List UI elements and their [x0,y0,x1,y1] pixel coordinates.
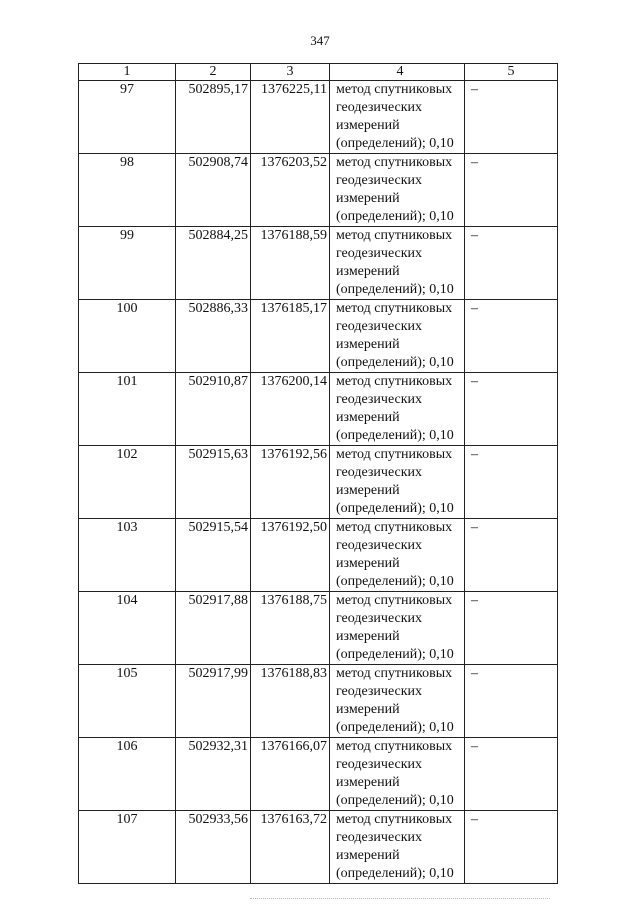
note-cell: – [465,811,558,884]
x-coordinate-cell: 502917,88 [176,592,251,665]
y-coordinate-cell: 1376192,56 [251,446,330,519]
point-number-cell: 101 [79,373,176,446]
x-coordinate-cell: 502915,63 [176,446,251,519]
table-body [79,81,558,884]
point-number-cell: 97 [79,81,176,154]
table-row [79,811,558,884]
header-col-1: 1 [79,64,176,81]
y-coordinate-cell: 1376163,72 [251,811,330,884]
y-coordinate-cell: 1376166,07 [251,738,330,811]
method-cell: метод спутниковых геодезических измерений (определений); 0,10 [330,665,465,738]
x-coordinate-cell: 502932,31 [176,738,251,811]
y-coordinate-cell: 1376225,11 [251,81,330,154]
table-row [79,81,558,154]
method-cell: метод спутниковых геодезических измерений (определений); 0,10 [330,81,465,154]
note-cell: – [465,373,558,446]
x-coordinate-cell: 502908,74 [176,154,251,227]
x-coordinate-cell: 502884,25 [176,227,251,300]
method-cell: метод спутниковых геодезических измерений (определений); 0,10 [330,227,465,300]
point-number-cell: 98 [79,154,176,227]
method-cell: метод спутниковых геодезических измерений (определений); 0,10 [330,373,465,446]
note-cell: – [465,519,558,592]
x-coordinate-cell: 502886,33 [176,300,251,373]
point-number-cell: 103 [79,519,176,592]
point-number-cell: 105 [79,665,176,738]
note-cell: – [465,154,558,227]
x-coordinate-cell: 502915,54 [176,519,251,592]
table-row [79,300,558,373]
table-header [79,64,558,81]
x-coordinate-cell: 502917,99 [176,665,251,738]
point-number-cell: 106 [79,738,176,811]
y-coordinate-cell: 1376192,50 [251,519,330,592]
method-cell: метод спутниковых геодезических измерений (определений); 0,10 [330,592,465,665]
header-row [79,64,558,81]
point-number-cell: 102 [79,446,176,519]
header-col-4: 4 [330,64,465,81]
table-row [79,154,558,227]
table-row [79,519,558,592]
note-cell: – [465,300,558,373]
table-row [79,227,558,300]
note-cell: – [465,592,558,665]
method-cell: метод спутниковых геодезических измерений (определений); 0,10 [330,446,465,519]
x-coordinate-cell: 502895,17 [176,81,251,154]
note-cell: – [465,227,558,300]
table-row [79,592,558,665]
method-cell: метод спутниковых геодезических измерений (определений); 0,10 [330,738,465,811]
scan-artifact-line [250,898,550,903]
coordinates-table [78,63,558,884]
table-row [79,665,558,738]
header-col-3: 3 [251,64,330,81]
y-coordinate-cell: 1376200,14 [251,373,330,446]
header-col-2: 2 [176,64,251,81]
y-coordinate-cell: 1376203,52 [251,154,330,227]
x-coordinate-cell: 502933,56 [176,811,251,884]
y-coordinate-cell: 1376188,59 [251,227,330,300]
y-coordinate-cell: 1376188,75 [251,592,330,665]
x-coordinate-cell: 502910,87 [176,373,251,446]
point-number-cell: 107 [79,811,176,884]
table-row [79,373,558,446]
table-row [79,446,558,519]
page-number: 347 [310,33,330,48]
y-coordinate-cell: 1376188,83 [251,665,330,738]
method-cell: метод спутниковых геодезических измерений (определений); 0,10 [330,519,465,592]
note-cell: – [465,738,558,811]
table-row [79,738,558,811]
note-cell: – [465,665,558,738]
note-cell: – [465,446,558,519]
point-number-cell: 100 [79,300,176,373]
header-col-5: 5 [465,64,558,81]
point-number-cell: 104 [79,592,176,665]
y-coordinate-cell: 1376185,17 [251,300,330,373]
method-cell: метод спутниковых геодезических измерений (определений); 0,10 [330,811,465,884]
method-cell: метод спутниковых геодезических измерений (определений); 0,10 [330,154,465,227]
point-number-cell: 99 [79,227,176,300]
note-cell: – [465,81,558,154]
method-cell: метод спутниковых геодезических измерений (определений); 0,10 [330,300,465,373]
